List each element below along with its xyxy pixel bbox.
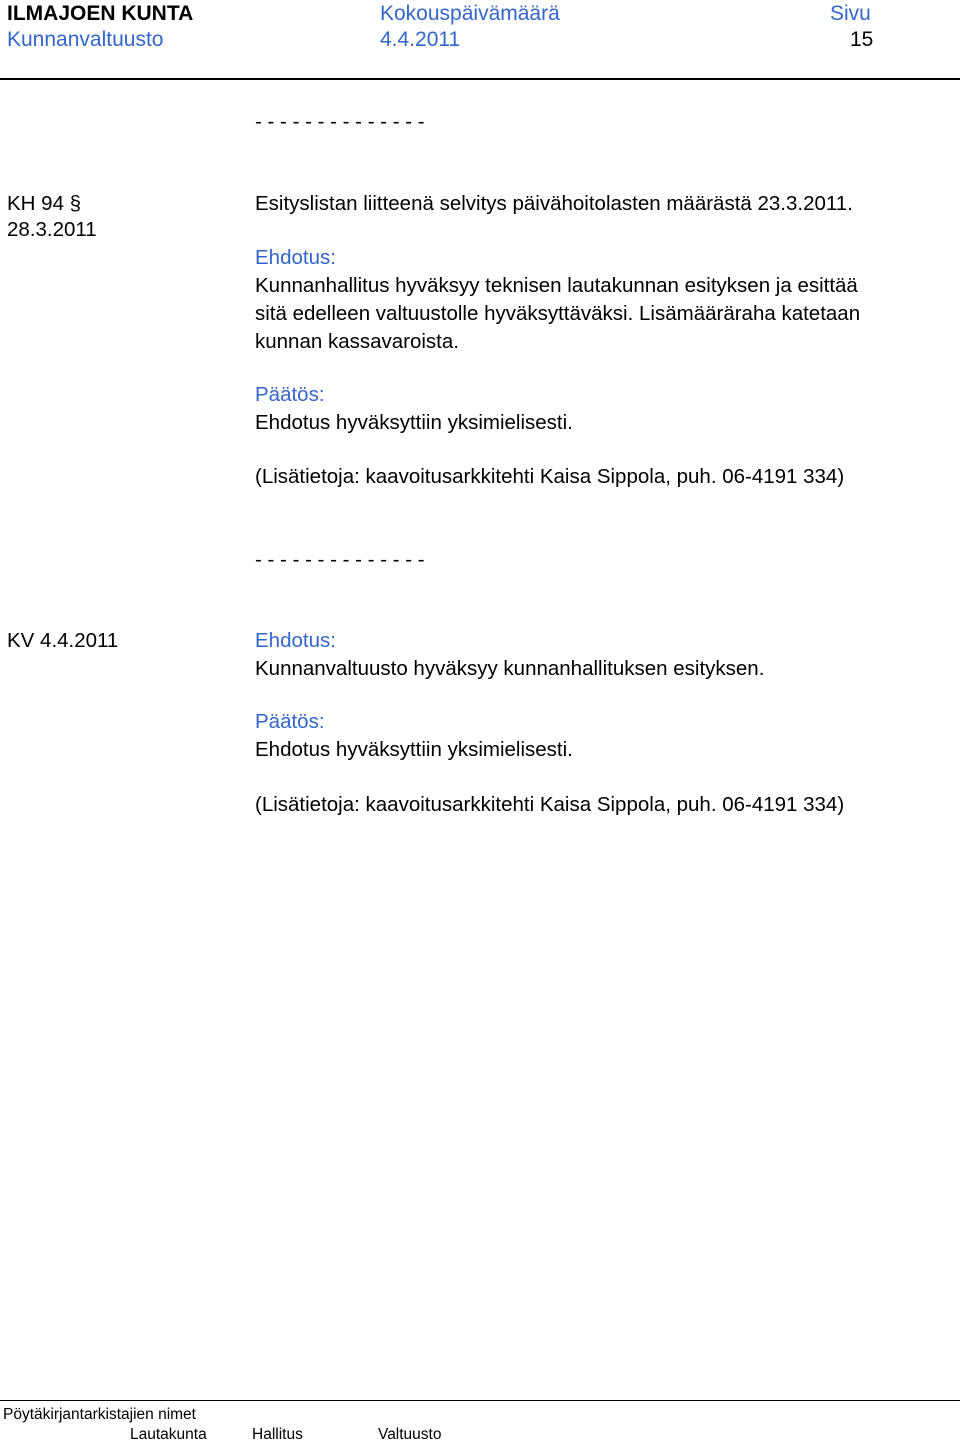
- kv-info: (Lisätietoja: kaavoitusarkkitehti Kaisa Sippola, puh. 06-4191 334): [255, 793, 845, 816]
- section-separator: - - - - - - - - - - - - - -: [255, 110, 425, 133]
- kh-proposal-label: Ehdotus:: [255, 246, 336, 269]
- meeting-date: 4.4.2011: [380, 28, 461, 51]
- kh-info: (Lisätietoja: kaavoitusarkkitehti Kaisa Sippola, puh. 06-4191 334): [255, 465, 845, 488]
- meeting-body: Kunnanvaltuusto: [7, 28, 164, 51]
- kv-proposal-label: Ehdotus:: [255, 629, 336, 652]
- footer-col-lautakunta: Lautakunta: [130, 1426, 207, 1443]
- page-number: 15: [850, 28, 874, 51]
- kh-decision: Ehdotus hyväksyttiin yksimielisesti.: [255, 411, 573, 434]
- kv-decision: Ehdotus hyväksyttiin yksimielisesti.: [255, 738, 573, 761]
- section-separator: - - - - - - - - - - - - - -: [255, 548, 425, 571]
- org-name: ILMAJOEN KUNTA: [7, 2, 194, 25]
- footer-title: Pöytäkirjantarkistajien nimet: [3, 1406, 196, 1423]
- kh-proposal-line: kunnan kassavaroista.: [255, 330, 459, 353]
- footer-col-hallitus: Hallitus: [252, 1426, 303, 1443]
- footer-divider: [0, 1400, 960, 1401]
- kh-intro: Esityslistan liitteenä selvitys päivähoitolasten määrästä 23.3.2011.: [255, 192, 853, 215]
- kh-proposal-line: sitä edelleen valtuustolle hyväksyttäväksi. Lisämääräraha katetaan: [255, 302, 861, 325]
- kv-reference: KV 4.4.2011: [7, 629, 119, 652]
- kh-date: 28.3.2011: [7, 218, 97, 241]
- kh-reference: KH 94 §: [7, 192, 82, 215]
- page-label: Sivu: [830, 2, 871, 25]
- kv-decision-label: Päätös:: [255, 710, 325, 733]
- date-label: Kokouspäivämäärä: [380, 2, 560, 25]
- header-divider: [0, 78, 960, 80]
- kh-proposal-line: Kunnanhallitus hyväksyy teknisen lautakunnan esityksen ja esittää: [255, 274, 858, 297]
- kh-decision-label: Päätös:: [255, 383, 325, 406]
- footer-col-valtuusto: Valtuusto: [378, 1426, 442, 1443]
- kv-proposal: Kunnanvaltuusto hyväksyy kunnanhallituksen esityksen.: [255, 657, 765, 680]
